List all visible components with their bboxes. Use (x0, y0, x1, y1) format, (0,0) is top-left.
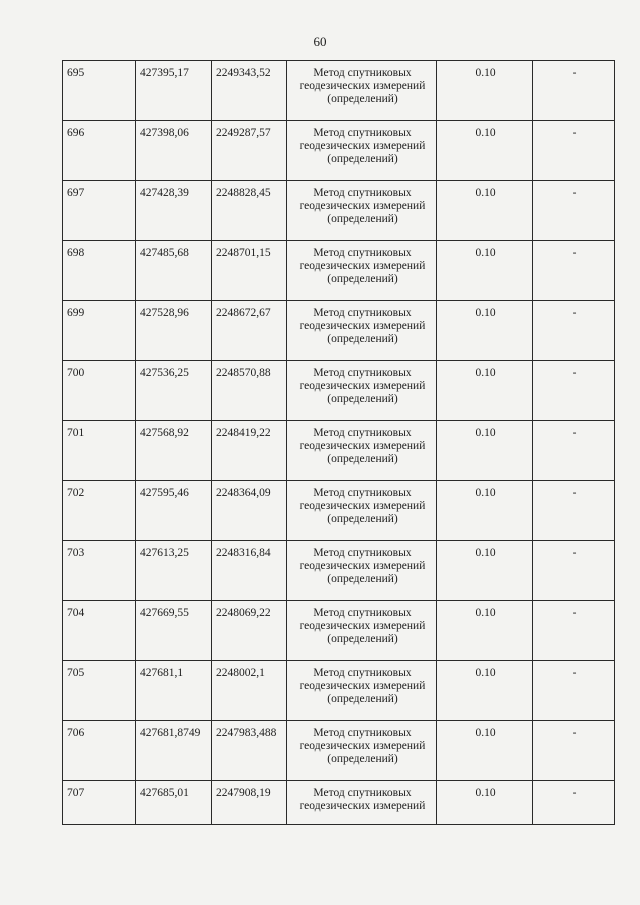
table-body (63, 61, 615, 825)
method-line: геодезических измерений (299, 140, 426, 152)
method-line: Метод спутниковых (313, 547, 412, 559)
method-line: геодезических измерений (299, 740, 426, 752)
table-row (63, 121, 615, 181)
point-number-cell: 696 (63, 121, 136, 181)
point-number-cell: 703 (63, 541, 136, 601)
precision-cell: 0.10 (437, 601, 533, 661)
x-coordinate-cell: 427669,55 (136, 601, 212, 661)
method-line: Метод спутниковых (313, 667, 412, 679)
precision-cell: 0.10 (437, 61, 533, 121)
table-row (63, 601, 615, 661)
method-line: Метод спутниковых (313, 307, 412, 319)
method-line: геодезических измерений (299, 680, 426, 692)
point-number-cell: 695 (63, 61, 136, 121)
x-coordinate-cell: 427428,39 (136, 181, 212, 241)
description-cell: - (533, 601, 615, 661)
method-line: Метод спутниковых (313, 247, 412, 259)
method-line: (определений) (327, 393, 398, 405)
precision-cell: 0.10 (437, 361, 533, 421)
method-cell (287, 61, 437, 121)
x-coordinate-cell: 427568,92 (136, 421, 212, 481)
table-row (63, 181, 615, 241)
x-coordinate-cell: 427681,8749 (136, 721, 212, 781)
table-row (63, 481, 615, 541)
table-row (63, 241, 615, 301)
method-cell (287, 301, 437, 361)
method-line: геодезических измерений (299, 620, 426, 632)
table-row (63, 781, 615, 825)
method-line: (определений) (327, 453, 398, 465)
table-row (63, 661, 615, 721)
x-coordinate-cell: 427485,68 (136, 241, 212, 301)
y-coordinate-cell: 2249287,57 (212, 121, 287, 181)
point-number-cell: 707 (63, 781, 136, 825)
description-cell: - (533, 181, 615, 241)
table-row (63, 721, 615, 781)
x-coordinate-cell: 427613,25 (136, 541, 212, 601)
method-line: (определений) (327, 213, 398, 225)
precision-cell: 0.10 (437, 181, 533, 241)
y-coordinate-cell: 2248701,15 (212, 241, 287, 301)
point-number-cell: 698 (63, 241, 136, 301)
point-number-cell: 705 (63, 661, 136, 721)
method-cell (287, 361, 437, 421)
precision-cell: 0.10 (437, 421, 533, 481)
y-coordinate-cell: 2248419,22 (212, 421, 287, 481)
description-cell: - (533, 661, 615, 721)
table-row (63, 421, 615, 481)
table-row (63, 301, 615, 361)
y-coordinate-cell: 2249343,52 (212, 61, 287, 121)
table-row (63, 541, 615, 601)
method-cell (287, 721, 437, 781)
point-number-cell: 701 (63, 421, 136, 481)
method-line: (определений) (327, 573, 398, 585)
method-line: (определений) (327, 693, 398, 705)
method-line: (определений) (327, 273, 398, 285)
x-coordinate-cell: 427395,17 (136, 61, 212, 121)
y-coordinate-cell: 2248069,22 (212, 601, 287, 661)
x-coordinate-cell: 427398,06 (136, 121, 212, 181)
method-line: Метод спутниковых (313, 487, 412, 499)
method-line: (определений) (327, 333, 398, 345)
y-coordinate-cell: 2248002,1 (212, 661, 287, 721)
table-row (63, 361, 615, 421)
y-coordinate-cell: 2247983,488 (212, 721, 287, 781)
x-coordinate-cell: 427528,96 (136, 301, 212, 361)
x-coordinate-cell: 427685,01 (136, 781, 212, 825)
page-number: 60 (313, 34, 327, 49)
method-line: Метод спутниковых (313, 67, 412, 79)
description-cell: - (533, 541, 615, 601)
precision-cell: 0.10 (437, 241, 533, 301)
y-coordinate-cell: 2248828,45 (212, 181, 287, 241)
method-cell (287, 481, 437, 541)
method-line: геодезических измерений (299, 200, 426, 212)
description-cell: - (533, 361, 615, 421)
description-cell: - (533, 421, 615, 481)
y-coordinate-cell: 2248570,88 (212, 361, 287, 421)
description-cell: - (533, 781, 615, 825)
method-line: Метод спутниковых (313, 727, 412, 739)
method-cell (287, 421, 437, 481)
point-number-cell: 702 (63, 481, 136, 541)
precision-cell: 0.10 (437, 541, 533, 601)
precision-cell: 0.10 (437, 721, 533, 781)
y-coordinate-cell: 2248672,67 (212, 301, 287, 361)
description-cell: - (533, 121, 615, 181)
method-line: Метод спутниковых (313, 367, 412, 379)
method-line: геодезических измерений (299, 80, 426, 92)
method-line: Метод спутниковых (313, 187, 412, 199)
x-coordinate-cell: 427595,46 (136, 481, 212, 541)
table-row (63, 61, 615, 121)
method-cell (287, 661, 437, 721)
method-line: геодезических измерений (299, 380, 426, 392)
method-line: (определений) (327, 513, 398, 525)
method-line: (определений) (327, 753, 398, 765)
precision-cell: 0.10 (437, 301, 533, 361)
y-coordinate-cell: 2247908,19 (212, 781, 287, 825)
method-line: (определений) (327, 153, 398, 165)
method-cell (287, 541, 437, 601)
y-coordinate-cell: 2248316,84 (212, 541, 287, 601)
point-number-cell: 706 (63, 721, 136, 781)
method-cell (287, 121, 437, 181)
point-number-cell: 704 (63, 601, 136, 661)
point-number-cell: 697 (63, 181, 136, 241)
method-cell (287, 781, 437, 825)
method-line: (определений) (327, 633, 398, 645)
y-coordinate-cell: 2248364,09 (212, 481, 287, 541)
description-cell: - (533, 301, 615, 361)
x-coordinate-cell: 427681,1 (136, 661, 212, 721)
precision-cell: 0.10 (437, 661, 533, 721)
method-line: Метод спутниковых (313, 127, 412, 139)
method-line: геодезических измерений (299, 560, 426, 572)
method-line: геодезических измерений (299, 440, 426, 452)
description-cell: - (533, 241, 615, 301)
method-cell (287, 241, 437, 301)
method-line: геодезических измерений (299, 320, 426, 332)
method-line: геодезических измерений (299, 800, 426, 812)
coordinates-table (62, 60, 615, 825)
point-number-cell: 699 (63, 301, 136, 361)
method-line: геодезических измерений (299, 260, 426, 272)
x-coordinate-cell: 427536,25 (136, 361, 212, 421)
precision-cell: 0.10 (437, 781, 533, 825)
method-cell (287, 181, 437, 241)
method-line: Метод спутниковых (313, 607, 412, 619)
method-line: геодезических измерений (299, 500, 426, 512)
method-cell (287, 601, 437, 661)
description-cell: - (533, 721, 615, 781)
description-cell: - (533, 61, 615, 121)
precision-cell: 0.10 (437, 481, 533, 541)
method-line: Метод спутниковых (313, 787, 412, 799)
point-number-cell: 700 (63, 361, 136, 421)
precision-cell: 0.10 (437, 121, 533, 181)
method-line: Метод спутниковых (313, 427, 412, 439)
description-cell: - (533, 481, 615, 541)
method-line: (определений) (327, 93, 398, 105)
